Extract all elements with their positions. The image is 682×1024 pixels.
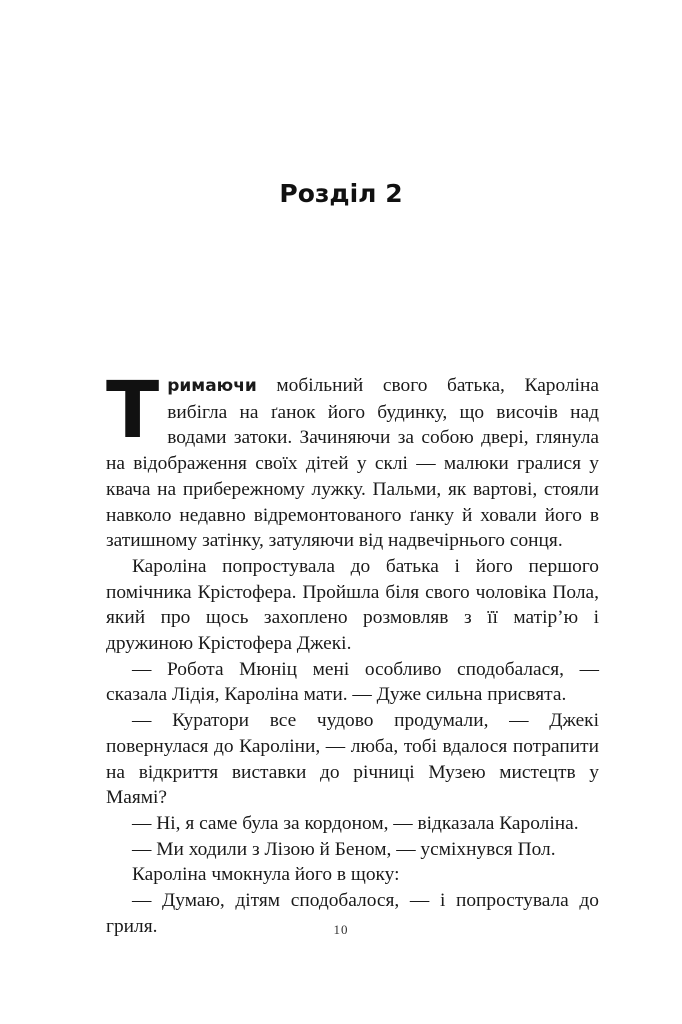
paragraph: Кароліна попростувала до батька і його першого помічника Крістофера. Пройшла біля свого чоловіка Пола, який про щось захоплено розмовляв з її матір’ю і дружиною Крістофера Джекі. bbox=[106, 555, 599, 655]
page-number: 10 bbox=[333, 922, 349, 937]
paragraph: — Ми ходили з Лізою й Беном, — усміхнувся Пол. bbox=[132, 838, 556, 860]
paragraph: — Робота Мюніц мені особливо сподобалася, — сказала Лідія, Кароліна мати. — Дуже сильна присвята. bbox=[106, 658, 599, 706]
paragraph: — Куратори все чудово продумали, — Джекі повернулася до Кароліни, — люба, тобі вдалося потрапити на відкриття виставки до річниці Музею мистецтв у Маямі? bbox=[106, 710, 599, 809]
drop-cap: Т bbox=[106, 366, 160, 456]
paragraph: — Думаю, дітям сподобалося, — і попростувала до гриля. bbox=[106, 890, 599, 937]
opening-text: мобільний свого батька, Кароліна вибігла на ґанок його будинку, що височів над водами затоки. Зачиняючи за собою двері, глянула на відображення своїх дітей у склі — малюки гралися у квача на прибережному лужку. Пальми, як вартові, стояли навколо недавно відремонтованого ґанку й ховали його в затишному затінку, затуляючи від надвечірнього сонця. bbox=[106, 375, 599, 552]
lead-in: римаючи bbox=[167, 376, 257, 396]
opening-paragraph bbox=[106, 366, 599, 554]
chapter-title: Розділ 2 bbox=[279, 179, 403, 208]
chapter-body bbox=[106, 366, 599, 939]
paragraph: — Ні, я саме була за кордоном, — відказала Кароліна. bbox=[132, 812, 579, 834]
paragraph: Кароліна чмокнула його в щоку: bbox=[132, 864, 400, 886]
